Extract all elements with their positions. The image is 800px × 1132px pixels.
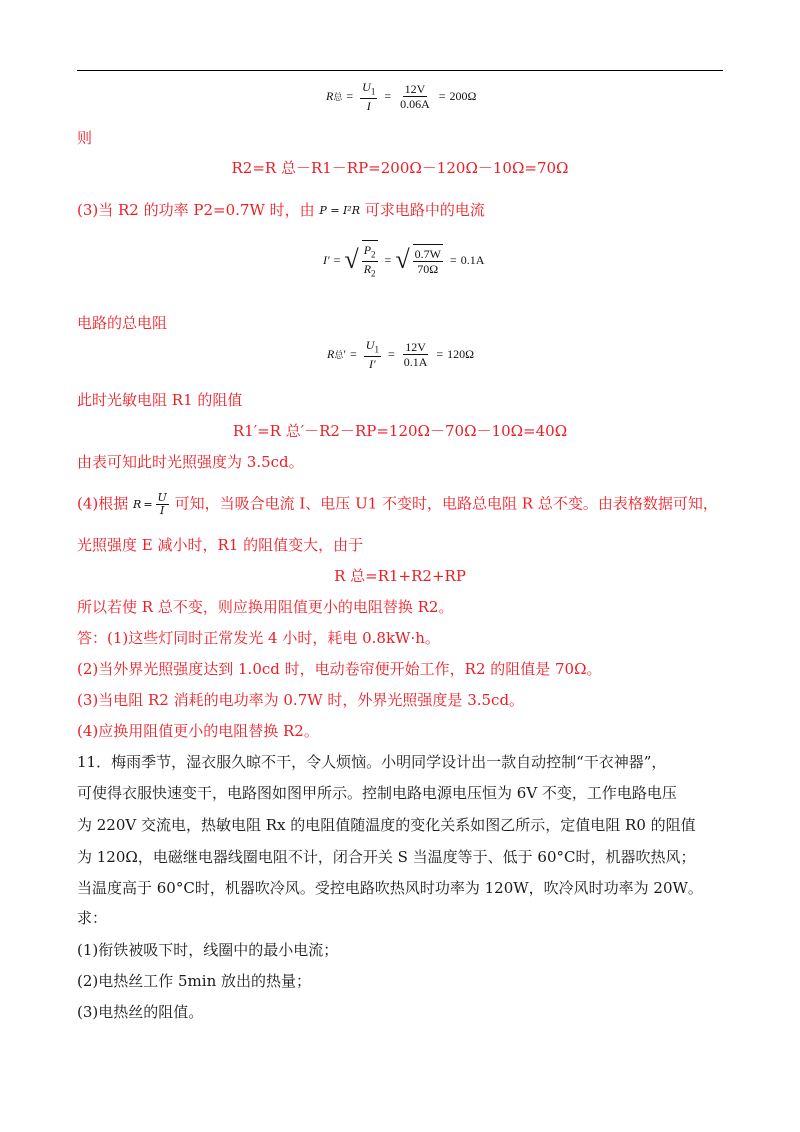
- text-r2-calc: R2=R 总－R1－RP=200Ω－120Ω－10Ω=70Ω: [231, 159, 569, 177]
- eq2-den: 70Ω: [417, 262, 439, 277]
- eq2-result: 0.1A: [460, 252, 485, 267]
- problem-11-line: 11．梅雨季节，湿衣服久晾不干，令人烦恼。小明同学设计出一款自动控制“干衣神器”，: [77, 753, 667, 771]
- eq1-lhs: R: [326, 89, 334, 104]
- text-q4-c: 光照强度 E 减小时，R1 的阻值变大，由于: [77, 536, 364, 554]
- inline-r-den: I: [160, 504, 165, 517]
- eq3-frac-ui: [364, 338, 381, 371]
- equation-total-resistance-new: R 总 ′ = $\frac{U_1}{I'}$ = $\frac{12V}{0.1A}$ = 120Ω: [327, 338, 475, 372]
- text-q4-a: (4)根据: [77, 494, 129, 513]
- text-r1-calc: R1′=R 总′－R2－RP=120Ω－70Ω－10Ω=40Ω: [232, 422, 568, 440]
- text-suoyi: 所以若使 R 总不变，则应换用阻值更小的电阻替换 R2。: [77, 598, 454, 616]
- problem-11-line: 为 220V 交流电，热敏电阻 Rx 的电阻值随温度的变化关系如图乙所示，定值电阻 R0 的阻值: [77, 816, 696, 834]
- eq2-p-sub: 2: [371, 249, 376, 260]
- eq2-sqrt-values: √ $\frac{0.7W}{70\Omega}$: [395, 245, 441, 277]
- eq2-sqrt-symbolic: √ $\frac{P_2}{R_2}$: [344, 240, 380, 281]
- text-table-result: 由表可知此时光照强度为 3.5cd。: [77, 453, 304, 471]
- eq1-result: 200Ω: [449, 89, 477, 104]
- eq2-lhs: I′: [323, 252, 330, 267]
- eq1-u: U: [362, 80, 371, 94]
- eq2-r-sub: 2: [371, 268, 376, 279]
- inline-eq-ohm: R = $\frac{U}{I}$: [133, 491, 167, 517]
- eq3-i: I′: [369, 357, 376, 372]
- text-q3-b: 可求电路中的电流: [364, 201, 485, 219]
- equation-current: I′ = √ $\frac{P_2}{R_2}$ = √ $\frac{0.7W}{70\Omega}$ = 0.1A: [323, 240, 484, 281]
- eq1-frac-values: [398, 82, 432, 111]
- eq3-u-sub: 1: [374, 344, 379, 355]
- eq3-u: U: [365, 338, 375, 352]
- sub-question-3: (3)电热丝的阻值。: [77, 1003, 204, 1021]
- eq1-num: 12V: [404, 82, 426, 97]
- sub-question-2: (2)电热丝工作 5min 放出的热量；: [77, 972, 312, 990]
- eq3-num: 12V: [405, 340, 426, 355]
- eq3-prime: ′: [343, 347, 346, 362]
- inline-r-num: U: [157, 491, 167, 504]
- eq3-den: 0.1A: [403, 355, 428, 370]
- equation-total-resistance: R 总 = $\frac{U_1}{I}$ = $\frac{12V}{0.06A}$ = 200Ω: [326, 80, 477, 114]
- answer-3: (3)当电阻 R2 消耗的电功率为 0.7W 时，外界光照强度是 3.5cd。: [77, 691, 525, 709]
- eq3-lhs: R: [327, 347, 335, 362]
- text-r1-value: 此时光敏电阻 R1 的阻值: [77, 391, 243, 409]
- text-ze: 则: [77, 129, 93, 147]
- eq3-result: 120Ω: [447, 347, 475, 362]
- problem-11-line: 当温度高于 60°C时，机器吹冷风。受控电路吹热风时功率为 120W，吹冷风时功率为 20W。: [77, 879, 703, 897]
- answer-1: 答：(1)这些灯同时正常发光 4 小时，耗电 0.8kW·h。: [77, 629, 440, 647]
- problem-11-line: 为 120Ω，电磁继电器线圈电阻不计，闭合开关 S 当温度等于、低于 60°C时，机器吹热风；: [77, 848, 696, 866]
- answer-2: (2)当外界光照强度达到 1.0cd 时，电动卷帘便开始工作，R2 的阻值是 70Ω。: [77, 660, 602, 678]
- text-r-total-formula: R 总=R1+R2+RP: [334, 567, 466, 585]
- eq2-r: R: [363, 262, 372, 277]
- eq3-lhs-sub: 总: [334, 350, 344, 361]
- eq1-u-sub: 1: [370, 86, 376, 97]
- header-rule: [77, 70, 723, 71]
- problem-11-line: 求：: [77, 909, 108, 927]
- problem-11-line: 可使得衣服快速变干，电路图如图甲所示。控制电路电源电压恒为 6V 不变，工作电路电压: [77, 784, 677, 802]
- eq2-p: P: [363, 243, 372, 257]
- eq2-num: 0.7W: [414, 247, 441, 262]
- text-total-resistance: 电路的总电阻: [77, 314, 168, 332]
- sub-question-1: (1)衔铁被吸下时，线圈中的最小电流；: [77, 941, 339, 959]
- text-q3-a: (3)当 R2 的功率 P2=0.7W 时，由: [77, 201, 315, 219]
- inline-r-lhs: R: [133, 497, 142, 511]
- answer-4: (4)应换用阻值更小的电阻替换 R2。: [77, 722, 319, 740]
- eq1-lhs-sub: 总: [333, 92, 343, 103]
- text-q4-b: 可知，当吸合电流 I、电压 U1 不变时，电路总电阻 R 总不变。由表格数据可知，: [174, 494, 718, 513]
- text-q4: [77, 492, 718, 517]
- eq1-frac-ui: [360, 80, 377, 113]
- eq3-frac-values: [402, 340, 430, 369]
- eq1-den: 0.06A: [400, 97, 430, 112]
- eq1-i: I: [366, 99, 371, 114]
- inline-eq-power: P = I²R: [319, 204, 361, 217]
- text-q3: [77, 200, 485, 221]
